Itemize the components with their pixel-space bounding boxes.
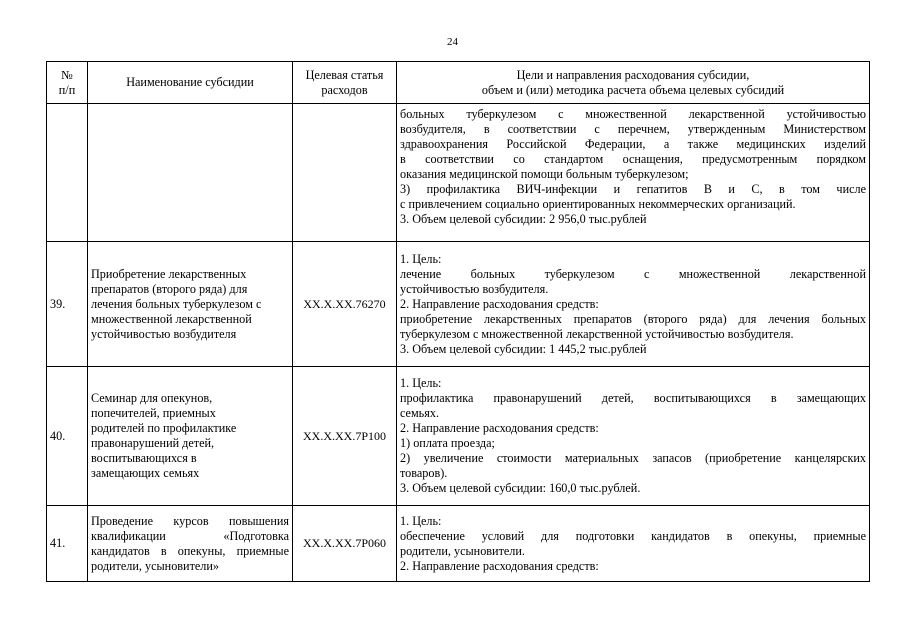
text-line: правонарушений детей,: [91, 436, 215, 450]
cell-desc: [397, 367, 870, 506]
header-desc: Цели и направления расходования субсидии, объем и (или) методика расчета объема целевых субсидий: [397, 62, 870, 104]
text-line: Проведение курсов повышения: [91, 513, 289, 528]
text-line: 1) оплата проезда;: [400, 436, 495, 450]
cell-name: [88, 367, 293, 506]
text-line: 1. Цель:: [400, 251, 442, 266]
cell-desc: [397, 506, 870, 582]
table-row-continuation: [47, 104, 870, 242]
text-line: с привлечением социально ориентированных некоммерческих организаций.: [400, 197, 796, 211]
text-line: здравоохранения Российской Федерации, а также медицинских изделий: [400, 137, 866, 151]
text-line: множественной лекарственной: [91, 311, 252, 326]
header-code: Целевая статья расходов: [293, 62, 397, 104]
text-line: товаров).: [400, 466, 448, 480]
cell-num: 39.: [47, 242, 88, 367]
cell-name: [88, 242, 293, 367]
text-line: профилактика правонарушений детей, воспитывающихся в замещающих: [400, 391, 866, 405]
text-line: устойчивостью возбудителя.: [400, 281, 549, 296]
text-line: возбудителя, в соответствии с перечнем, утвержденным Министерством: [400, 122, 866, 136]
text-line: 2. Направление расходования средств:: [400, 558, 599, 573]
text-line: в соответствии со стандартом оснащения, предусмотренным порядком: [400, 152, 866, 166]
table-row-41: [47, 506, 870, 582]
text-line: 2. Направление расходования средств:: [400, 296, 599, 311]
text-line: препаратов (второго ряда) для: [91, 281, 248, 296]
cell-code: ХХ.Х.ХХ.7Р100: [293, 367, 397, 506]
header-row: [47, 62, 870, 104]
table-row-39: [47, 242, 870, 367]
text-line: попечителей, приемных: [91, 406, 216, 420]
text-line: лечение больных туберкулезом с множественной лекарственной: [400, 266, 866, 281]
text-line: воспитывающихся в: [91, 451, 197, 465]
text-line: 1. Цель:: [400, 513, 442, 528]
cell-name: [88, 104, 293, 242]
header-name: Наименование субсидии: [88, 62, 293, 104]
text-line: родителей по профилактике: [91, 421, 237, 435]
text-line: родители, усыновители»: [91, 558, 220, 573]
table-row-40: [47, 367, 870, 506]
header-num: № п/п: [47, 62, 88, 104]
cell-num: 41.: [47, 506, 88, 582]
text-line: приобретение лекарственных препаратов (второго ряда) для лечения больных: [400, 311, 866, 326]
text-line: 3. Объем целевой субсидии: 1 445,2 тыс.рублей: [400, 341, 647, 356]
text-line: больных туберкулезом с множественной лекарственной устойчивостью: [400, 107, 866, 121]
text-line: замещающих семьях: [91, 466, 200, 480]
text-line: Приобретение лекарственных: [91, 266, 247, 281]
text-line: Семинар для опекунов,: [91, 391, 213, 405]
text-line: 2) увеличение стоимости материальных запасов (приобретение канцелярских: [400, 451, 866, 465]
text-line: туберкулезом с множественной лекарственной устойчивостью возбудителя.: [400, 326, 794, 341]
text-line: 3. Объем целевой субсидии: 160,0 тыс.рублей.: [400, 481, 641, 495]
text-line: кандидатов в опекуны, приемные: [91, 543, 289, 558]
cell-num: [47, 104, 88, 242]
text-line: устойчивостью возбудителя: [91, 326, 237, 341]
cell-num: 40.: [47, 367, 88, 506]
cell-desc: [397, 242, 870, 367]
text-line: 3) профилактика ВИЧ-инфекции и гепатитов В и С, в том числе: [400, 182, 866, 196]
text-line: 2. Направление расходования средств:: [400, 421, 599, 435]
text-line: обеспечение условий для подготовки кандидатов в опекуны, приемные: [400, 528, 866, 543]
cell-desc: [397, 104, 870, 242]
page-number: 24: [447, 36, 458, 48]
text-line: лечения больных туберкулезом с: [91, 296, 262, 311]
cell-code: [293, 104, 397, 242]
text-line: 1. Цель:: [400, 376, 442, 390]
cell-code: ХХ.Х.ХХ.7Р060: [293, 506, 397, 582]
text-line: семьях.: [400, 406, 439, 420]
subsidy-table: [46, 61, 870, 582]
text-line: родители, усыновители.: [400, 543, 525, 558]
text-line: оказания медицинской помощи больным туберкулезом;: [400, 167, 689, 181]
text-line: 3. Объем целевой субсидии: 2 956,0 тыс.рублей: [400, 212, 647, 226]
text-line: квалификации «Подготовка: [91, 528, 289, 543]
cell-code: ХХ.Х.ХХ.76270: [293, 242, 397, 367]
cell-name: [88, 506, 293, 582]
